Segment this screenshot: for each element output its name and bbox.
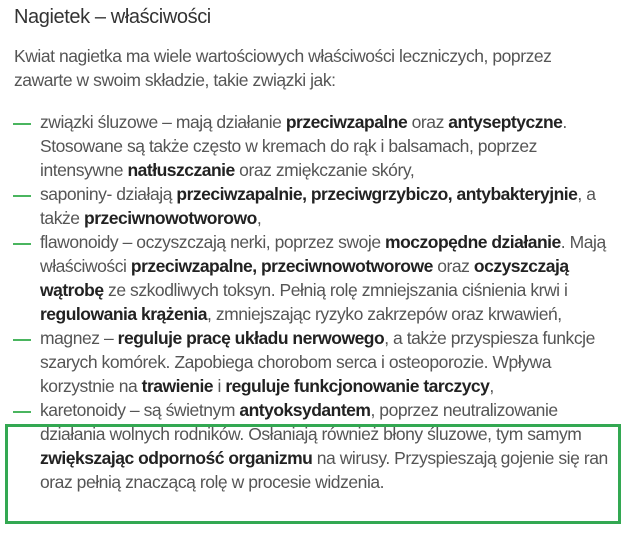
list-item-line <box>40 230 632 254</box>
bold-term: reguluje pracę układu nerwowego <box>117 328 385 348</box>
bullet-dash-icon <box>13 123 31 125</box>
bold-term: oczyszczają <box>473 256 569 276</box>
bold-term: wątrobę <box>40 280 104 300</box>
text-run: właściwości <box>40 256 131 276</box>
text-run: ze szkodliwych toksyn. Pełnią rolę zmniejszania ciśnienia krwi i <box>103 280 568 300</box>
text-run: karetonoidy – są świetnym <box>40 400 240 420</box>
properties-list <box>0 110 632 494</box>
list-item-line <box>40 278 632 302</box>
text-run: magnez – <box>40 328 118 348</box>
list-item-line <box>40 422 632 446</box>
text-run: oraz <box>432 256 474 276</box>
bold-term: zwiększając odporność organizmu <box>40 448 313 468</box>
bullet-dash-icon <box>13 243 31 245</box>
list-item-line <box>40 206 632 230</box>
bold-term: przeciwzapalne <box>285 112 408 132</box>
bold-term: antyoksydantem <box>239 400 371 420</box>
text-run: flawonoidy – oczyszczają nerki, poprzez swoje <box>40 232 386 252</box>
text-run: działania wolnych rodników. Osłaniają również błony śluzowe, tym samym <box>40 424 582 444</box>
bullet-dash-icon <box>13 339 31 341</box>
text-run: na wirusy. Przyspieszają gojenie się ran <box>312 448 608 468</box>
list-item-line <box>40 398 632 422</box>
list-item <box>0 398 632 494</box>
text-run: także <box>40 208 84 228</box>
text-run: związki śluzowe – mają działanie <box>40 112 286 132</box>
text-run: , <box>256 208 262 228</box>
text-run: oraz pełnią znaczącą rolę w procesie widzenia. <box>40 472 385 492</box>
bold-term: natłuszczanie <box>127 160 235 180</box>
bold-term: regulowania krążenia <box>40 304 208 324</box>
text-run: korzystnie na <box>40 376 142 396</box>
text-run: i <box>213 376 226 396</box>
text-run: Stosowane są także często w kremach do rąk i balsamach, poprzez <box>40 136 537 156</box>
list-item-line <box>40 182 632 206</box>
bold-term: reguluje funkcjonowanie tarczycy <box>225 376 490 396</box>
page-title: Nagietek – właściwości <box>14 6 211 28</box>
text-run: , <box>489 376 494 396</box>
list-item <box>0 182 632 230</box>
text-run: , poprzez neutralizowanie <box>370 400 558 420</box>
bullet-dash-icon <box>13 411 31 413</box>
text-run: intensywne <box>40 160 128 180</box>
list-item <box>0 110 632 182</box>
bold-term: antyseptyczne <box>448 112 563 132</box>
bullet-dash-icon <box>13 195 31 197</box>
bold-term: przeciwzapalnie, przeciwgrzybiczo, antybakteryjnie <box>176 184 578 204</box>
text-run: , zmniejszając ryzyko zakrzepów oraz krwawień, <box>207 304 562 324</box>
text-run: saponiny- działają <box>40 184 177 204</box>
text-run: . Mają <box>560 232 606 252</box>
bold-term: moczopędne działanie <box>385 232 561 252</box>
intro-line: zawarte w swoim składzie, takie związki jak: <box>14 70 336 90</box>
text-run: oraz zmiękczanie skóry, <box>234 160 415 180</box>
list-item-line <box>40 350 632 374</box>
text-run: , a także przyspiesza funkcje <box>384 328 595 348</box>
list-item-line <box>40 374 632 398</box>
list-item-line <box>40 326 632 350</box>
list-item-line <box>40 446 632 470</box>
list-item-line <box>40 254 632 278</box>
bold-term: przeciwnowotworowo <box>84 208 257 228</box>
list-item-line <box>40 470 632 494</box>
list-item <box>0 326 632 398</box>
bold-term: trawienie <box>141 376 214 396</box>
list-item-line <box>40 110 632 134</box>
text-run: oraz <box>407 112 449 132</box>
text-run: , a <box>577 184 596 204</box>
list-item <box>0 230 632 326</box>
bold-term: przeciwzapalne, przeciwnowotworowe <box>130 256 433 276</box>
list-item-line <box>40 302 632 326</box>
intro-line: Kwiat nagietka ma wiele wartościowych właściwości leczniczych, poprzez <box>14 46 552 66</box>
list-item-line <box>40 158 632 182</box>
intro-paragraph <box>14 44 614 92</box>
text-run: . <box>562 112 567 132</box>
text-run: szarych komórek. Zapobiega chorobom serca i osteoporozie. Wpływa <box>40 352 552 372</box>
list-item-line <box>40 134 632 158</box>
